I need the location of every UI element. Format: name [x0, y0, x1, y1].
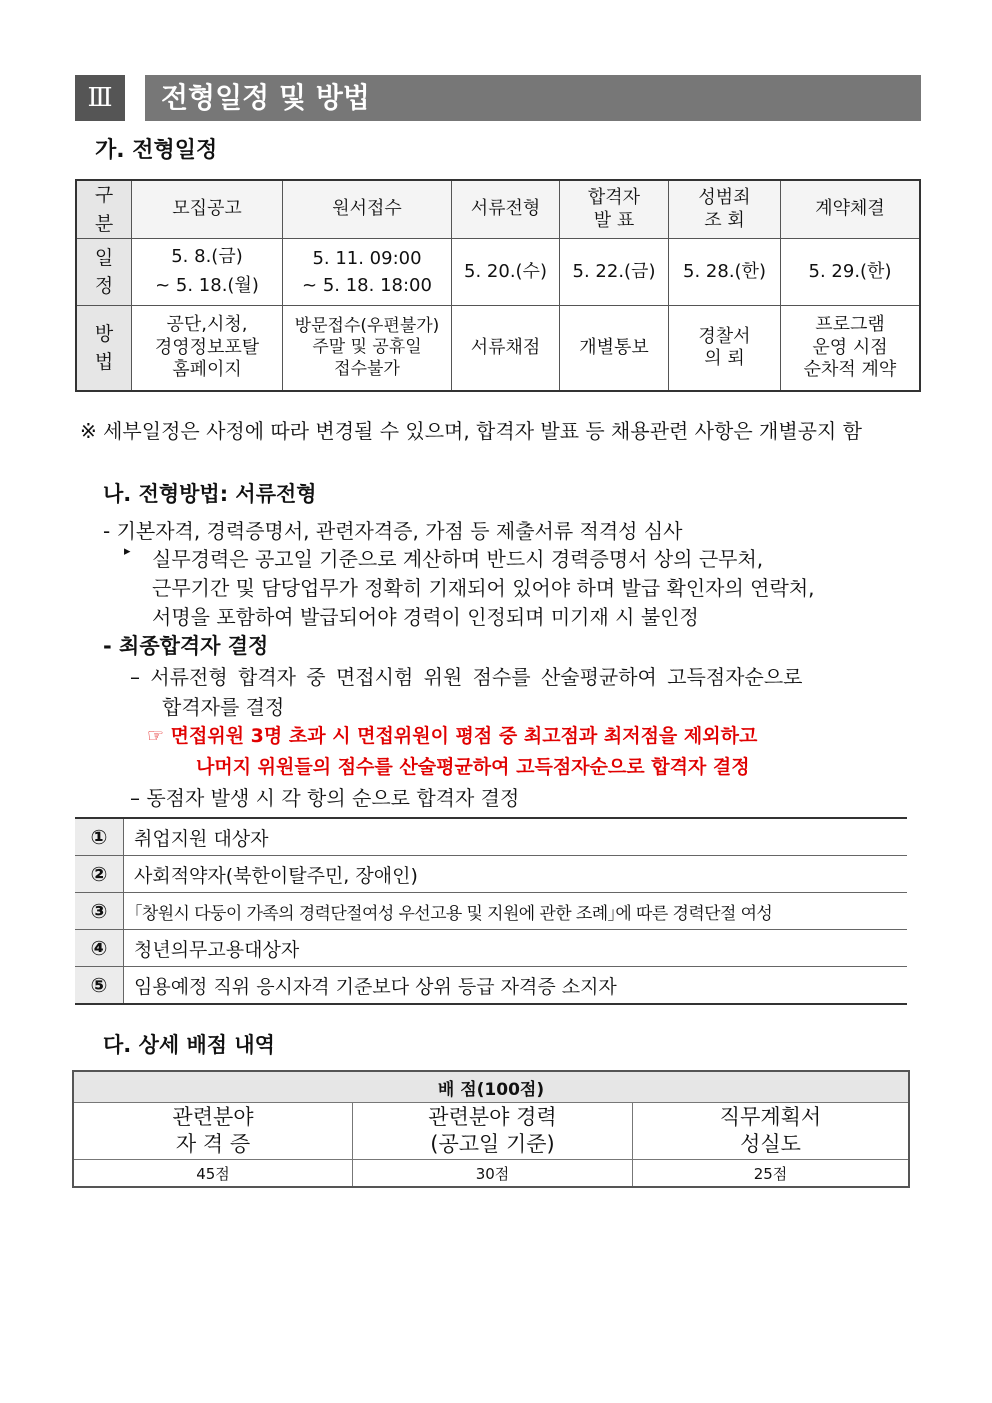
interview-rule-note: ☞ 면접위원 3명 초과 시 면접위원이 평점 중 최고점과 최저점을 제외하고	[147, 725, 758, 747]
method-cell: 개별통보	[560, 306, 669, 392]
col-crime-check: 성범죄 조 회	[669, 180, 781, 239]
header-label: 구 분	[76, 180, 132, 239]
priority-row	[75, 930, 907, 967]
final-decision-title: - 최종합격자 결정	[103, 634, 269, 658]
schedule-cell: 5. 22.(금)	[560, 239, 669, 306]
schedule-cell: 5. 20.(수)	[452, 239, 560, 306]
experience-line: 서명을 포함하여 발급되어야 경력이 인정되며 미기재 시 불인정	[152, 605, 699, 629]
priority-row	[75, 818, 907, 856]
score-table-title: 배 점(100점)	[73, 1071, 909, 1103]
interview-rule-note-cont: 나머지 위원들의 점수를 산술평균하여 고득점자순으로 합격자 결정	[196, 756, 750, 778]
col-announcement: 합격자 발 표	[560, 180, 669, 239]
priority-text: 사회적약자(북한이탈주민, 장애인)	[124, 856, 908, 893]
experience-line: 근무기간 및 담당업무가 정확히 기재되어 있어야 하며 발급 확인자의 연락처,	[152, 576, 815, 600]
method-cell: 서류채점	[452, 306, 560, 392]
col-application: 원서접수	[283, 180, 452, 239]
method-cell: 방문접수(우편불가) 주말 및 공휴일 접수불가	[283, 306, 452, 392]
method-label: 방 법	[76, 306, 132, 392]
qualification-item: - 기본자격, 경력증명서, 관련자격증, 가점 등 제출서류 적격성 심사	[103, 519, 683, 543]
col-recruit-notice: 모집공고	[132, 180, 283, 239]
score-title-row	[73, 1071, 909, 1103]
experience-line: 실무경력은 공고일 기준으로 계산하며 반드시 경력증명서 상의 근무처,	[152, 547, 764, 571]
final-decision-rule-cont: 합격자를 결정	[162, 695, 285, 719]
score-heading: 다. 상세 배점 내역	[103, 1033, 275, 1057]
schedule-table	[75, 179, 921, 392]
score-value: 25점	[633, 1160, 910, 1188]
score-category: 직무계획서 성실도	[633, 1103, 910, 1160]
priority-row	[75, 967, 907, 1005]
bullet-marker: ▸	[124, 544, 131, 559]
final-decision-rule: – 서류전형 합격자 중 면접시험 위원 점수를 산술평균하여 고득점자순으로	[130, 665, 803, 689]
schedule-cell: 5. 8.(금) ~ 5. 18.(월)	[132, 239, 283, 306]
section-number: Ⅲ	[75, 75, 125, 121]
priority-row	[75, 893, 907, 930]
col-document-screening: 서류전형	[452, 180, 560, 239]
schedule-note: ※ 세부일정은 사정에 따라 변경될 수 있으며, 합격자 발표 등 채용관련 사항은 개별공지 함	[80, 419, 862, 443]
priority-text: 임용예정 직위 응시자격 기준보다 상위 등급 자격증 소지자	[124, 967, 908, 1005]
col-contract: 계약체결	[781, 180, 921, 239]
score-value: 30점	[353, 1160, 633, 1188]
schedule-label: 일 정	[76, 239, 132, 306]
schedule-heading: 가. 전형일정	[95, 138, 218, 163]
priority-number: ③	[75, 893, 124, 930]
schedule-cell: 5. 28.(한)	[669, 239, 781, 306]
score-value-row	[73, 1160, 909, 1188]
method-cell: 경찰서 의 뢰	[669, 306, 781, 392]
schedule-cell: 5. 11. 09:00 ~ 5. 18. 18:00	[283, 239, 452, 306]
priority-row	[75, 856, 907, 893]
schedule-row	[76, 239, 920, 306]
schedule-cell: 5. 29.(한)	[781, 239, 921, 306]
priority-number: ⑤	[75, 967, 124, 1005]
score-table	[72, 1070, 910, 1188]
priority-text: 취업지원 대상자	[124, 818, 908, 856]
schedule-header-row	[76, 180, 920, 239]
priority-text: ｢창원시 다둥이 가족의 경력단절여성 우선고용 및 지원에 관한 조례｣에 따른 경력단절 여성	[124, 893, 908, 930]
method-cell: 프로그램 운영 시점 순차적 계약	[781, 306, 921, 392]
score-category-row	[73, 1103, 909, 1160]
priority-number: ①	[75, 818, 124, 856]
priority-number: ④	[75, 930, 124, 967]
priority-text: 청년의무고용대상자	[124, 930, 908, 967]
method-heading: 나. 전형방법: 서류전형	[103, 482, 317, 506]
score-category: 관련분야 자 격 증	[73, 1103, 353, 1160]
priority-number: ②	[75, 856, 124, 893]
score-category: 관련분야 경력 (공고일 기준)	[353, 1103, 633, 1160]
section-title: 전형일정 및 방법	[145, 75, 921, 121]
method-row	[76, 306, 920, 392]
score-value: 45점	[73, 1160, 353, 1188]
method-cell: 공단,시청, 경영정보포탈 홈페이지	[132, 306, 283, 392]
tie-priority-table	[75, 817, 907, 1005]
tie-rule: – 동점자 발생 시 각 항의 순으로 합격자 결정	[130, 786, 520, 810]
